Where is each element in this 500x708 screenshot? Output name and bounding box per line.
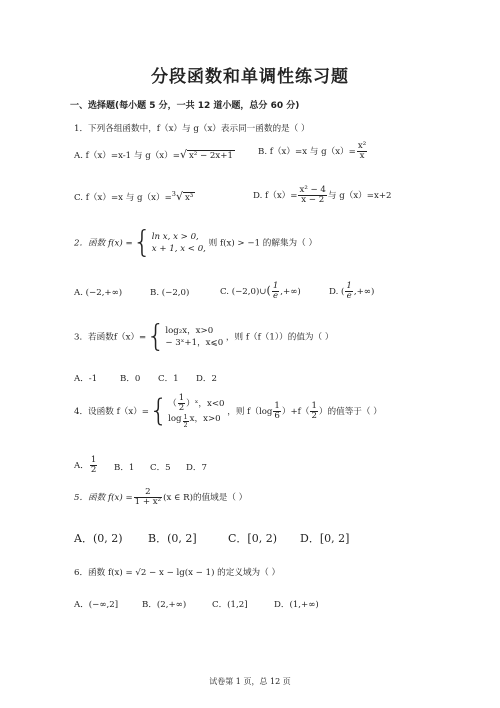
question-1-stem: 1．下列各组函数中，f（x）与 g（x）表示同一函数的是（ ） <box>74 124 310 134</box>
q6-option-a: A．(−∞,2] <box>74 600 119 610</box>
q3-option-c: C．1 <box>158 374 179 384</box>
question-4-stem: 4．设函数 f（x）={（ $\frac{1}{2}$ ）ˣ，x<0 log $_{\frac{1}{2}}$ x，x>0 ，则 f（log $\frac{1}{6}$ ）+f（ $\frac{1}{2}$ ）的值等于（ ） <box>74 393 382 430</box>
q1-option-b: B. f（x）=x 与 g（x）= $\frac{\text{x²}}{x}$ <box>258 141 367 162</box>
q4-option-a: A． $\frac{1}{2}$ <box>74 455 97 476</box>
question-6-stem: 6．函数 f(x) = √2 − x − lg(x − 1) 的定义域为（ ） <box>74 568 281 578</box>
q5-option-d: D．[0, 2] <box>300 532 350 545</box>
q5-option-a: A．(0, 2) <box>74 532 123 545</box>
question-2-stem: 2．函数 f(x) ={ln x, x > 0, x + 1, x < 0, 则 f(x) > −1 的解集为（ ） <box>74 225 318 260</box>
question-3-stem: 3．若函数f（x）={log₂x，x>0 − 3ˣ+1，x⩽0 ，则 f（f（1））的值为（ ） <box>74 319 334 354</box>
q6-option-d: D．(1,+∞) <box>274 600 319 610</box>
q1-option-d: D. f（x）= $\frac{\text{x² − 4}}{x - 2}$ 与 g（x）=x+2 <box>253 185 392 206</box>
q3-option-b: B．0 <box>120 374 141 384</box>
section-heading: 一、选择题(每小题 5 分，一共 12 道小题，总分 60 分) <box>70 101 300 111</box>
q1-option-c: C. f（x）=x 与 g（x）=$^3$√ x³ <box>74 190 194 203</box>
q4-option-c: C．5 <box>150 463 171 473</box>
q6-option-b: B．(2,+∞) <box>142 600 187 610</box>
q2-option-a: A. (−2,+∞) <box>74 288 123 298</box>
q5-option-c: C．[0, 2) <box>228 532 277 545</box>
q3-option-a: A．-1 <box>74 374 98 384</box>
q4-option-b: B．1 <box>114 463 135 473</box>
page-footer: 试卷第 1 页，总 12 页 <box>209 677 291 686</box>
q5-option-b: B．(0, 2] <box>148 532 197 545</box>
q6-option-c: C．(1,2] <box>212 600 248 610</box>
q4-option-d: D．7 <box>186 463 207 473</box>
q1-option-a: A. f（x）=x-1 与 g（x）=√ x² − 2x+1 <box>74 148 233 161</box>
q3-option-d: D．2 <box>196 374 217 384</box>
q2-option-b: B. (−2,0) <box>150 288 190 298</box>
q2-option-c: C. (−2,0)∪( $\frac{1}{e}$ ,+∞) <box>220 281 301 302</box>
q2-option-d: D. ( $\frac{1}{e}$ ,+∞) <box>329 281 375 302</box>
page-title: 分段函数和单调性练习题 <box>151 67 349 87</box>
question-5-stem: 5．函数 f(x) = $\frac{2}{\text{1 + x²}}$ (x ∈ R)的值域是（ ） <box>74 487 248 508</box>
